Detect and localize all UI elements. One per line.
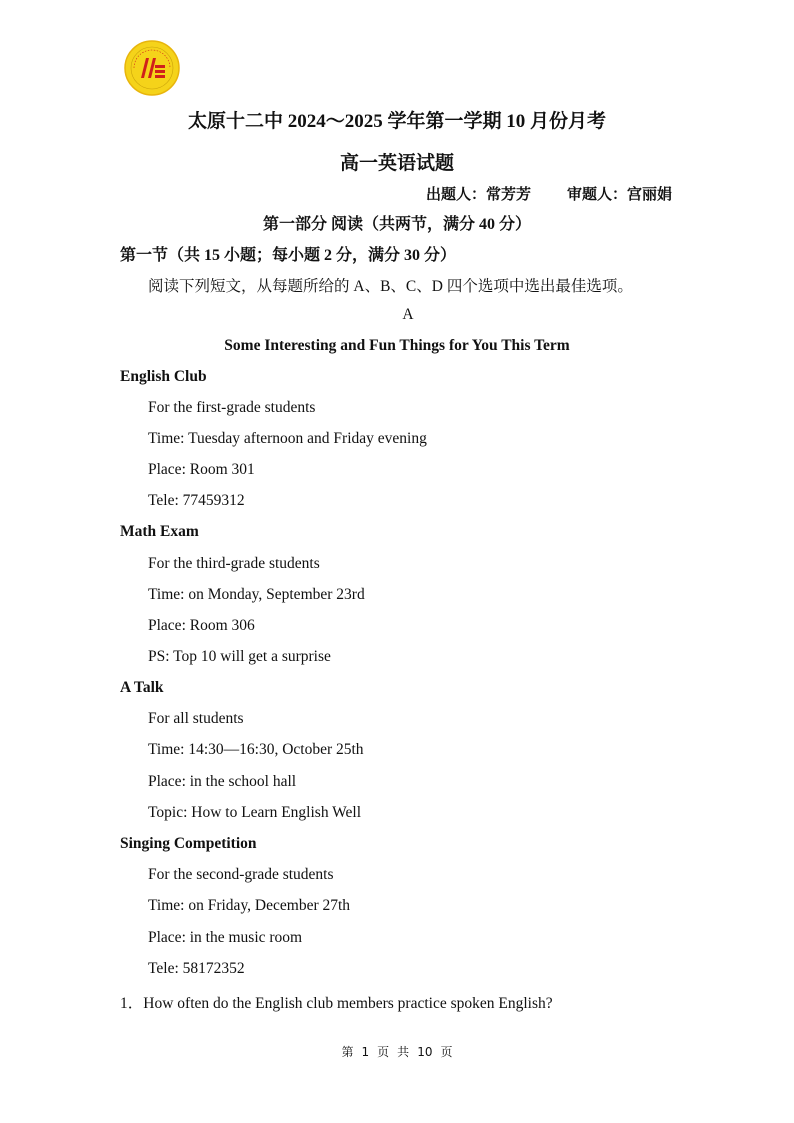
question-number: 1． — [120, 995, 144, 1012]
event-line: For the second-grade students — [148, 866, 334, 883]
section-heading: 第一节（共 15 小题；每小题 2 分，满分 30 分） — [120, 247, 457, 264]
page-number: 1 — [361, 1045, 370, 1059]
event-heading: A Talk — [120, 679, 164, 696]
author-name: 出题人：常芳芳 — [425, 187, 531, 203]
event-heading: Singing Competition — [120, 835, 257, 852]
event-line: Place: Room 306 — [148, 617, 255, 634]
passage-title: Some Interesting and Fun Things for You This Term — [224, 337, 570, 354]
page-footer — [0, 1043, 794, 1060]
event-line: For the third-grade students — [148, 555, 320, 572]
school-emblem-icon — [124, 40, 180, 96]
question — [120, 991, 553, 1013]
event-line: Time: Tuesday afternoon and Friday evening — [148, 430, 427, 447]
event-heading: Math Exam — [120, 523, 199, 540]
event-line: Place: in the school hall — [148, 773, 297, 790]
footer-text: 页 — [440, 1045, 453, 1059]
footer-text: 共 — [397, 1045, 410, 1059]
passage-letter: A — [402, 306, 414, 323]
event-line: For the first-grade students — [148, 399, 316, 416]
event-line: Place: Room 301 — [148, 461, 255, 478]
event-heading: English Club — [120, 368, 207, 385]
event-line: For all students — [148, 710, 244, 727]
event-line: Tele: 58172352 — [148, 960, 245, 977]
reviewer-name: 审题人：宫丽娟 — [566, 187, 672, 203]
event-line: PS: Top 10 will get a surprise — [148, 648, 331, 665]
exam-subtitle: 高一英语试题 — [339, 153, 454, 174]
event-line: Time: on Monday, September 23rd — [148, 586, 365, 603]
event-line: Time: on Friday, December 27th — [148, 897, 351, 914]
part-heading: 第一部分 阅读（共两节，满分 40 分） — [262, 216, 531, 233]
event-line: Tele: 77459312 — [148, 492, 245, 509]
question-text: How often do the English club members practice spoken English? — [143, 995, 553, 1012]
event-line: Topic: How to Learn English Well — [148, 804, 362, 821]
instruction-text: 阅读下列短文，从每题所给的 A、B、C、D 四个选项中选出最佳选项。 — [148, 278, 633, 295]
event-line: Place: in the music room — [148, 929, 303, 946]
event-line: Time: 14:30—16:30, October 25th — [148, 741, 364, 758]
exam-title: 太原十二中 2024～2025 学年第一学期 10 月份月考 — [187, 111, 606, 132]
page-total: 10 — [417, 1045, 433, 1059]
footer-text: 页 — [377, 1045, 390, 1059]
author-info — [426, 183, 672, 204]
footer-text: 第 — [341, 1045, 354, 1059]
